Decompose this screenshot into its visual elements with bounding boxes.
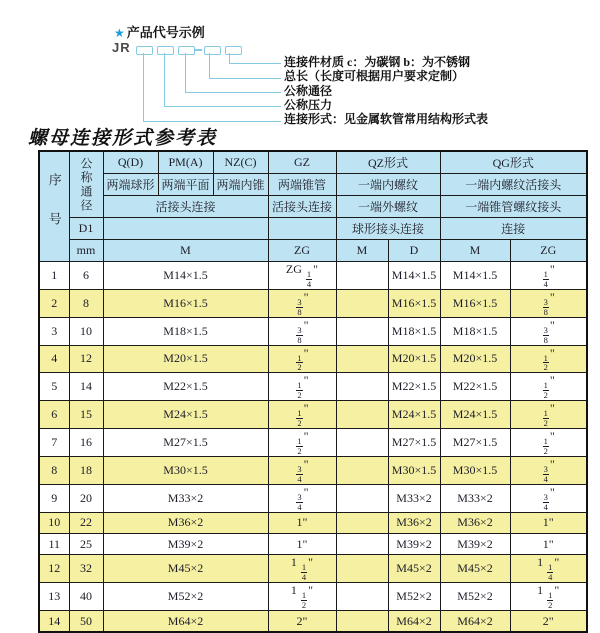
table-row <box>39 345 587 373</box>
cell-seq: 12 <box>39 555 69 583</box>
cell-gz-zg: $\frac{1}{2}$ " <box>268 429 336 457</box>
cell-qg-m: M30×1.5 <box>440 456 510 484</box>
table-row <box>39 429 587 457</box>
cell-gz-zg: 1 $\frac{1}{4}$ " <box>268 555 336 583</box>
header-qg-row3: 一端锥管螺纹接头 <box>440 196 587 218</box>
header-row-conn <box>39 196 587 218</box>
cell-seq: 10 <box>39 512 69 533</box>
cell-qz-m <box>336 484 388 512</box>
cell-qz-d: M14×1.5 <box>388 262 440 290</box>
cell-qg-zg: $\frac{1}{2}$ " <box>510 345 587 373</box>
label-nominal-diameter: 公称通径 <box>284 84 333 98</box>
header-q-code: Q(D) <box>103 151 158 174</box>
cell-mm: 40 <box>69 583 103 611</box>
cell-qz-m <box>336 583 388 611</box>
cell-qg-zg: 1" <box>510 512 587 533</box>
cell-qg-m: M27×1.5 <box>440 429 510 457</box>
cell-qg-m: M33×2 <box>440 484 510 512</box>
cell-mm: 14 <box>69 373 103 401</box>
cell-seq: 9 <box>39 484 69 512</box>
cell-mm: 6 <box>69 262 103 290</box>
cell-seq: 2 <box>39 289 69 317</box>
header-seq: 序号 <box>39 151 69 262</box>
label-connection-form: 连接形式：见金属软管常用结构形式表 <box>284 112 489 126</box>
table-row <box>39 611 587 633</box>
table-row <box>39 512 587 533</box>
table-row <box>39 456 587 484</box>
cell-qz-m <box>336 289 388 317</box>
cell-qg-zg: 1" <box>510 533 587 554</box>
cell-mm: 12 <box>69 345 103 373</box>
cell-qz-d: M64×2 <box>388 611 440 633</box>
diagram-title-text: 产品代号示例 <box>126 25 205 40</box>
header-qz-desc: 一端内螺纹 <box>336 174 440 196</box>
cell-qg-zg: $\frac{3}{4}$ " <box>510 484 587 512</box>
cell-qg-zg: $\frac{1}{2}$ " <box>510 429 587 457</box>
cell-m: M14×1.5 <box>103 262 268 290</box>
cell-qz-d: M18×1.5 <box>388 317 440 345</box>
cell-qg-zg: 1 $\frac{1}{4}$ " <box>510 555 587 583</box>
cell-gz-zg: $\frac{3}{8}$ " <box>268 317 336 345</box>
cell-qz-m <box>336 512 388 533</box>
cell-seq: 11 <box>39 533 69 554</box>
cell-gz-zg: $\frac{3}{4}$ " <box>268 456 336 484</box>
table-row <box>39 533 587 554</box>
cell-qz-m <box>336 456 388 484</box>
cell-gz-zg: $\frac{3}{4}$ " <box>268 484 336 512</box>
cell-seq: 14 <box>39 611 69 633</box>
cell-mm: 16 <box>69 429 103 457</box>
cell-m: M27×1.5 <box>103 429 268 457</box>
cell-m: M39×2 <box>103 533 268 554</box>
header-qz-code: QZ形式 <box>336 151 440 174</box>
header-nz-desc: 两端内锥 <box>213 174 268 196</box>
cell-qg-m: M64×2 <box>440 611 510 633</box>
cell-seq: 7 <box>39 429 69 457</box>
leader-line <box>143 53 281 122</box>
cell-qg-m: M45×2 <box>440 555 510 583</box>
header-qg-unit-m: M <box>440 240 510 262</box>
cell-qz-d: M20×1.5 <box>388 345 440 373</box>
cell-m: M45×2 <box>103 555 268 583</box>
cell-mm: 15 <box>69 401 103 429</box>
cell-qz-d: M27×1.5 <box>388 429 440 457</box>
cell-gz-zg: $\frac{1}{2}$ " <box>268 345 336 373</box>
cell-qz-d: M33×2 <box>388 484 440 512</box>
table-header <box>39 151 587 262</box>
code-dash <box>194 49 202 51</box>
header-empty <box>268 218 336 240</box>
label-nominal-pressure: 公称压力 <box>284 98 333 112</box>
cell-qz-d: M45×2 <box>388 555 440 583</box>
cell-seq: 3 <box>39 317 69 345</box>
cell-qg-zg: $\frac{1}{2}$ " <box>510 373 587 401</box>
cell-qz-m <box>336 429 388 457</box>
cell-m: M22×1.5 <box>103 373 268 401</box>
header-row-units <box>39 240 587 262</box>
cell-qz-m <box>336 373 388 401</box>
cell-qz-d: M30×1.5 <box>388 456 440 484</box>
cell-m: M30×1.5 <box>103 456 268 484</box>
cell-mm: 10 <box>69 317 103 345</box>
header-gz-desc: 两端锥管 <box>268 174 336 196</box>
code-prefix: JR <box>112 40 131 55</box>
cell-qg-zg: $\frac{3}{8}$ " <box>510 289 587 317</box>
header-empty <box>103 218 268 240</box>
cell-gz-zg: $\frac{1}{2}$ " <box>268 401 336 429</box>
header-qg-desc: 一端内螺纹活接头 <box>440 174 587 196</box>
cell-qz-d: M22×1.5 <box>388 373 440 401</box>
cell-qg-m: M16×1.5 <box>440 289 510 317</box>
cell-seq: 8 <box>39 456 69 484</box>
cell-mm: 8 <box>69 289 103 317</box>
cell-qz-m <box>336 401 388 429</box>
header-row-codes <box>39 151 587 174</box>
cell-gz-zg: ZG $\frac{1}{4}$ " <box>268 262 336 290</box>
header-m-unit: M <box>103 240 268 262</box>
cell-mm: 22 <box>69 512 103 533</box>
header-d1: D1 <box>69 218 103 240</box>
cell-qg-zg: $\frac{3}{4}$ " <box>510 456 587 484</box>
cell-qz-d: M16×1.5 <box>388 289 440 317</box>
label-total-length: 总长（长度可根据用户要求定制） <box>284 69 465 83</box>
header-qg-row4: 连接 <box>440 218 587 240</box>
table-row <box>39 555 587 583</box>
header-mm: mm <box>69 240 103 262</box>
cell-qz-m <box>336 317 388 345</box>
cell-qz-d: M52×2 <box>388 583 440 611</box>
cell-mm: 18 <box>69 456 103 484</box>
cell-qg-m: M20×1.5 <box>440 345 510 373</box>
header-pm-desc: 两端平面 <box>158 174 213 196</box>
table-row <box>39 484 587 512</box>
label-material: 连接件材质 c：为碳钢 b：为不锈钢 <box>284 55 471 69</box>
header-pm-code: PM(A) <box>158 151 213 174</box>
cell-qg-m: M36×2 <box>440 512 510 533</box>
cell-mm: 50 <box>69 611 103 633</box>
star-icon: ★ <box>114 26 125 40</box>
table-row <box>39 317 587 345</box>
table-row <box>39 401 587 429</box>
header-qg-unit-zg: ZG <box>510 240 587 262</box>
cell-gz-zg: $\frac{3}{8}$ " <box>268 289 336 317</box>
table-row <box>39 583 587 611</box>
header-gz-unit: ZG <box>268 240 336 262</box>
header-gz-code: GZ <box>268 151 336 174</box>
table-row <box>39 262 587 290</box>
cell-seq: 6 <box>39 401 69 429</box>
cell-seq: 4 <box>39 345 69 373</box>
table-title: 螺母连接形式参考表 <box>28 128 218 149</box>
cell-m: M20×1.5 <box>103 345 268 373</box>
cell-qz-d: M36×2 <box>388 512 440 533</box>
cell-qg-m: M22×1.5 <box>440 373 510 401</box>
cell-qz-m <box>336 555 388 583</box>
cell-qg-zg: $\frac{1}{2}$ " <box>510 401 587 429</box>
cell-m: M52×2 <box>103 583 268 611</box>
header-row-d1 <box>39 218 587 240</box>
cell-gz-zg: 1" <box>268 533 336 554</box>
cell-m: M64×2 <box>103 611 268 633</box>
cell-m: M18×1.5 <box>103 317 268 345</box>
header-q-desc: 两端球形 <box>103 174 158 196</box>
cell-qg-m: M24×1.5 <box>440 401 510 429</box>
nut-connection-table <box>38 150 588 633</box>
header-qz-unit-m: M <box>336 240 388 262</box>
cell-gz-zg: 1" <box>268 512 336 533</box>
cell-seq: 5 <box>39 373 69 401</box>
header-nominal-diameter: 公称通径 <box>69 151 103 218</box>
cell-qg-m: M39×2 <box>440 533 510 554</box>
cell-mm: 25 <box>69 533 103 554</box>
cell-gz-zg: $\frac{1}{2}$ " <box>268 373 336 401</box>
cell-qg-m: M52×2 <box>440 583 510 611</box>
header-qg-code: QG形式 <box>440 151 587 174</box>
cell-m: M36×2 <box>103 512 268 533</box>
cell-seq: 13 <box>39 583 69 611</box>
cell-qz-m <box>336 611 388 633</box>
cell-qg-zg: 2" <box>510 611 587 633</box>
header-qz-row4: 球形接头连接 <box>336 218 440 240</box>
cell-qg-zg: $\frac{1}{4}$ " <box>510 262 587 290</box>
cell-qz-m <box>336 533 388 554</box>
cell-gz-zg: 1 $\frac{1}{2}$ " <box>268 583 336 611</box>
diagram-title <box>114 22 205 41</box>
header-qz-unit-d: D <box>388 240 440 262</box>
cell-mm: 20 <box>69 484 103 512</box>
cell-qg-m: M18×1.5 <box>440 317 510 345</box>
table-body <box>39 262 587 633</box>
header-row-desc <box>39 174 587 196</box>
table-row <box>39 289 587 317</box>
cell-m: M16×1.5 <box>103 289 268 317</box>
cell-m: M24×1.5 <box>103 401 268 429</box>
cell-mm: 32 <box>69 555 103 583</box>
cell-qz-m <box>336 262 388 290</box>
header-qz-row3: 一端外螺纹 <box>336 196 440 218</box>
header-union-conn: 活接头连接 <box>103 196 268 218</box>
table-row <box>39 373 587 401</box>
cell-seq: 1 <box>39 262 69 290</box>
cell-qg-m: M14×1.5 <box>440 262 510 290</box>
cell-gz-zg: 2" <box>268 611 336 633</box>
cell-qz-d: M24×1.5 <box>388 401 440 429</box>
cell-qg-zg: $\frac{3}{8}$ " <box>510 317 587 345</box>
cell-m: M33×2 <box>103 484 268 512</box>
cell-qz-m <box>336 345 388 373</box>
cell-qg-zg: 1 $\frac{1}{2}$ " <box>510 583 587 611</box>
header-nz-code: NZ(C) <box>213 151 268 174</box>
cell-qz-d: M39×2 <box>388 533 440 554</box>
header-gz-conn: 活接头连接 <box>268 196 336 218</box>
